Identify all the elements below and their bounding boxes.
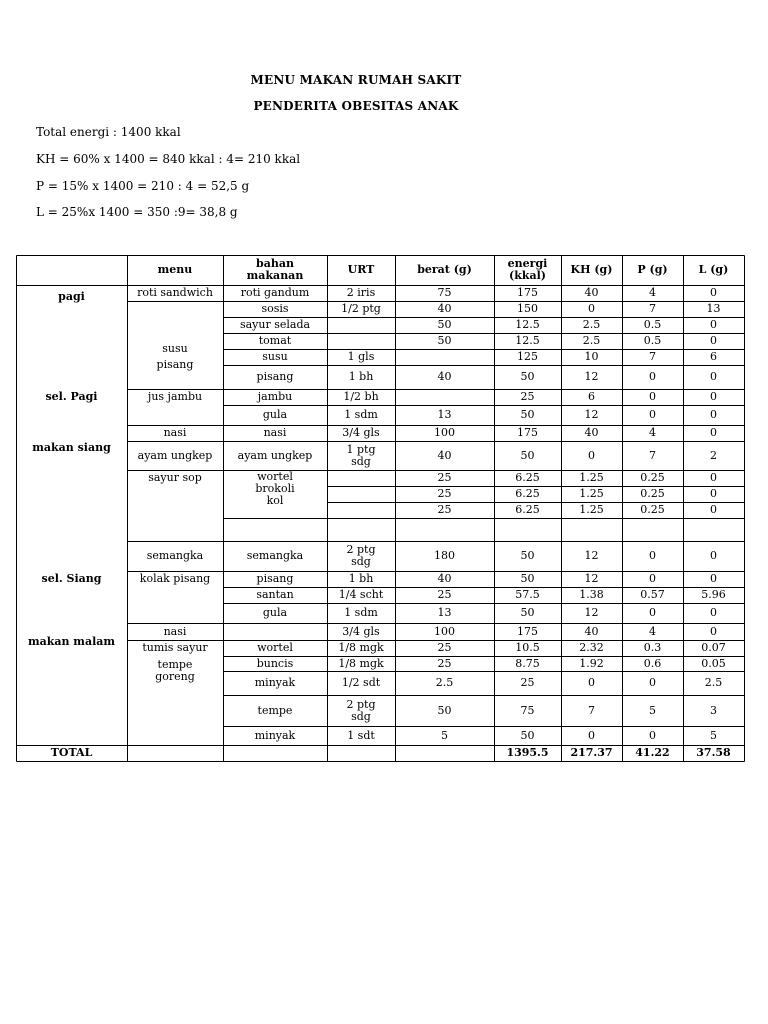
table-cell: 217.37 (570, 746, 613, 759)
table-cell: tempe (257, 703, 293, 717)
table-cell: 40 (584, 624, 599, 638)
table-cell: wortel (257, 641, 293, 654)
table-cell: 1 gls (347, 350, 375, 363)
table-cell: 50 (520, 549, 535, 562)
table-cell: 37.58 (696, 746, 731, 759)
table-cell: 1/2 sdt (341, 676, 381, 689)
table-cell: semangka (246, 549, 304, 562)
table-cell: 12 (584, 408, 599, 421)
table-cell: 12 (584, 572, 599, 585)
menu-cell: tempe goreng (155, 658, 195, 683)
table-cell: 0 (710, 390, 717, 403)
table-cell: gula (262, 408, 288, 421)
table-cell: 180 (434, 549, 455, 562)
table-cell: 0 (588, 448, 595, 462)
table-cell: 1/4 scht (338, 588, 384, 601)
table-cell: 175 (517, 624, 538, 638)
table-cell: roti gandum (240, 286, 310, 299)
table-cell: 13 (706, 302, 721, 315)
table-cell: 13 (437, 606, 452, 619)
table-cell: 1 bh (348, 370, 374, 383)
header-cell: bahan makanan (246, 257, 304, 282)
table-cell: 50 (520, 448, 535, 462)
table-cell: 0 (649, 408, 656, 421)
table-cell: 1/2 bh (343, 390, 379, 403)
table-cell: 5.96 (701, 588, 726, 601)
table-cell: 6.25 (515, 503, 540, 516)
menu-cell: susu (162, 342, 188, 355)
table-cell: 50 (437, 703, 452, 717)
table-cell: 1 sdm (344, 606, 378, 619)
table-cell: 40 (437, 448, 452, 462)
table-cell: 0.5 (643, 318, 662, 331)
table-cell: 0 (649, 572, 656, 585)
table-cell: pisang (256, 572, 294, 585)
table-cell: pisang (256, 370, 294, 383)
table-cell: 0 (649, 370, 656, 383)
table-cell: 0.6 (643, 656, 662, 670)
table-cell: 125 (517, 350, 538, 363)
menu-cell: tumis sayur (142, 641, 208, 654)
table-cell: 0.25 (640, 471, 665, 484)
table-cell: 1 sdm (344, 408, 378, 421)
table-cell: sayur selada (239, 318, 311, 331)
table-cell: 175 (517, 286, 538, 299)
header-cell: berat (g) (417, 263, 472, 276)
table-cell: 41.22 (635, 746, 670, 759)
menu-cell: roti sandwich (137, 286, 213, 299)
table-cell: 7 (649, 448, 656, 462)
table-cell: 1 ptg sdg (346, 442, 376, 468)
table-cell: 2 ptg sdg (346, 697, 376, 723)
table-cell: tomat (258, 334, 292, 347)
table-cell: 150 (517, 302, 538, 315)
table-cell: 50 (520, 370, 535, 383)
table-cell: 25 (437, 503, 452, 516)
table-cell: 2 iris (346, 286, 376, 299)
header-cell: KH (g) (570, 263, 613, 276)
mealtime-cell: pagi (58, 290, 85, 303)
table-cell: 2 (710, 448, 717, 462)
table-cell: 7 (588, 703, 595, 717)
table-cell: 3 (710, 703, 717, 717)
table-cell: 40 (584, 426, 599, 439)
table-cell: 1.25 (579, 487, 604, 500)
table-cell: 10.5 (515, 641, 540, 654)
table-cell: 0 (649, 676, 656, 689)
table-cell: ayam ungkep (237, 448, 313, 462)
table-cell: 10 (584, 350, 599, 363)
p-line: P = 15% x 1400 = 210 : 4 = 52,5 g (36, 179, 250, 193)
menu-cell: ayam ungkep (137, 448, 213, 462)
table-cell: 1/8 mgk (338, 641, 384, 654)
table-cell: 0.5 (643, 334, 662, 347)
table-cell: 1/8 mgk (338, 656, 384, 670)
table-cell: 2.5 (582, 334, 601, 347)
table-cell: 1 sdt (347, 728, 375, 742)
menu-cell: nasi (163, 624, 187, 638)
table-cell: 7 (649, 302, 656, 315)
table-cell: 50 (520, 606, 535, 619)
table-cell: susu (262, 350, 288, 363)
header-cell: energi (kkal) (507, 257, 548, 282)
table-cell: 25 (520, 676, 535, 689)
table-cell: 0 (710, 370, 717, 383)
table-cell: nasi (263, 426, 287, 439)
table-cell: 100 (434, 624, 455, 638)
table-cell: gula (262, 606, 288, 619)
table-cell: 0 (649, 549, 656, 562)
table-cell: 2.5 (435, 676, 454, 689)
table-cell: 40 (584, 286, 599, 299)
table-cell: 100 (434, 426, 455, 439)
menu-cell: semangka (146, 549, 204, 562)
table-cell: 0 (710, 408, 717, 421)
table-cell: 175 (517, 426, 538, 439)
table-cell: 0 (710, 334, 717, 347)
table-cell: 0 (710, 549, 717, 562)
mealtime-cell: makan malam (27, 635, 116, 648)
table-cell: 0 (588, 676, 595, 689)
table-cell: 0.05 (701, 656, 726, 670)
table-cell: 0 (710, 426, 717, 439)
table-cell: 0 (710, 318, 717, 331)
table-cell: buncis (256, 656, 294, 670)
table-cell: 2.32 (579, 641, 604, 654)
header-cell: URT (347, 263, 375, 276)
total-energy-line: Total energi : 1400 kkal (36, 125, 181, 139)
l-line: L = 25%x 1400 = 350 :9= 38,8 g (36, 205, 238, 219)
sop-ingredients-cell: wortel brokoli kol (255, 470, 295, 507)
table-cell: 6 (710, 350, 717, 363)
table-cell: 75 (437, 286, 452, 299)
table-cell: 0 (588, 728, 595, 742)
table-cell: 3/4 gls (342, 624, 380, 638)
table-cell: 0.07 (701, 641, 726, 654)
table-cell: 0.3 (643, 641, 662, 654)
table-cell: 6.25 (515, 487, 540, 500)
doc-title-2: PENDERITA OBESITAS ANAK (253, 99, 459, 113)
table-cell: 25 (437, 588, 452, 601)
table-cell: 50 (437, 318, 452, 331)
table-cell: 0 (649, 728, 656, 742)
table-cell: 13 (437, 408, 452, 421)
table-cell: 75 (520, 703, 535, 717)
table-cell: 12 (584, 606, 599, 619)
table-cell: 0 (710, 606, 717, 619)
table-cell: 1.25 (579, 503, 604, 516)
table-cell: 0.25 (640, 487, 665, 500)
table-cell: 8.75 (515, 656, 540, 670)
table-cell: 0 (710, 503, 717, 516)
table-cell: 0 (710, 487, 717, 500)
header-cell: L (g) (698, 263, 729, 276)
table-cell: 7 (649, 350, 656, 363)
table-cell: 50 (520, 572, 535, 585)
table-cell: 25 (437, 656, 452, 670)
table-cell: 40 (437, 302, 452, 315)
menu-table (16, 255, 745, 762)
table-cell: 12 (584, 370, 599, 383)
table-cell: 50 (437, 334, 452, 347)
table-cell: 6.25 (515, 471, 540, 484)
table-cell: 0 (588, 302, 595, 315)
table-cell: 57.5 (515, 588, 540, 601)
table-cell: 40 (437, 370, 452, 383)
table-cell: 0 (710, 572, 717, 585)
table-cell: santan (256, 588, 294, 601)
mealtime-cell: TOTAL (50, 746, 93, 759)
table-cell: sosis (261, 302, 289, 315)
table-cell: minyak (254, 676, 296, 689)
table-cell: 50 (520, 728, 535, 742)
menu-cell: kolak pisang (139, 572, 211, 585)
doc-title-1: MENU MAKAN RUMAH SAKIT (250, 73, 462, 87)
table-cell: 4 (649, 426, 656, 439)
table-cell: 40 (437, 572, 452, 585)
table-cell: 12.5 (515, 334, 540, 347)
table-cell: 5 (649, 703, 656, 717)
table-cell: 0.57 (640, 588, 665, 601)
header-cell: P (g) (637, 263, 668, 276)
table-cell: 2.5 (704, 676, 723, 689)
table-cell: 1 bh (348, 572, 374, 585)
table-cell: 4 (649, 286, 656, 299)
table-cell: 5 (710, 728, 717, 742)
table-cell: 0 (710, 624, 717, 638)
table-cell: minyak (254, 728, 296, 742)
table-cell: 1.25 (579, 471, 604, 484)
mealtime-cell: makan siang (32, 440, 111, 454)
mealtime-cell: sel. Siang (41, 572, 102, 585)
table-cell: 0.25 (640, 503, 665, 516)
table-cell: 12.5 (515, 318, 540, 331)
table-cell: 1.38 (579, 588, 604, 601)
menu-cell: sayur sop (148, 471, 202, 484)
header-cell: menu (157, 263, 193, 276)
mealtime-cell: sel. Pagi (45, 390, 98, 403)
table-cell: 25 (520, 390, 535, 403)
table-cell: 1.92 (579, 656, 604, 670)
table-cell: 1/2 ptg (341, 302, 381, 315)
table-cell: 12 (584, 549, 599, 562)
kh-line: KH = 60% x 1400 = 840 kkal : 4= 210 kkal (36, 152, 301, 166)
table-cell: 2 ptg sdg (346, 543, 376, 568)
table-cell: 25 (437, 487, 452, 500)
table-cell: 1395.5 (506, 746, 549, 759)
table-cell: 0 (649, 606, 656, 619)
table-cell: 0 (710, 286, 717, 299)
menu-cell: nasi (163, 426, 187, 439)
table-cell: 4 (649, 624, 656, 638)
table-cell: 25 (437, 471, 452, 484)
menu-cell: pisang (156, 358, 194, 371)
table-cell: 3/4 gls (342, 426, 380, 439)
table-cell: 0 (649, 390, 656, 403)
table-cell: jambu (257, 390, 293, 403)
table-cell: 5 (441, 728, 448, 742)
table-cell: 6 (588, 390, 595, 403)
table-cell: 50 (520, 408, 535, 421)
table-cell: 25 (437, 641, 452, 654)
table-cell: 2.5 (582, 318, 601, 331)
table-cell: 0 (710, 471, 717, 484)
menu-cell: jus jambu (147, 390, 203, 403)
